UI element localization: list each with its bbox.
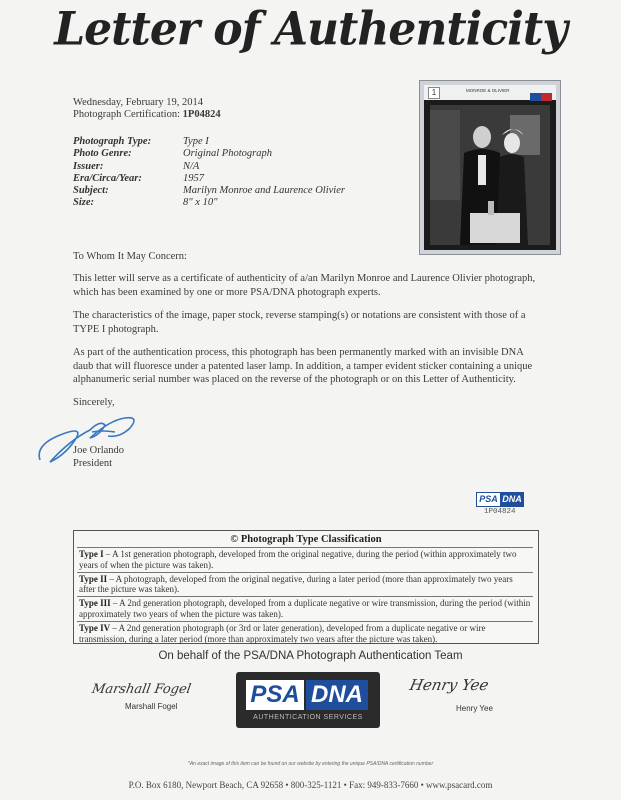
- letter-title: Letter of Authenticity: [54, 2, 567, 57]
- slab-label: [424, 85, 556, 100]
- psa-dna-logo: [236, 672, 380, 728]
- classification-list: [77, 547, 533, 645]
- detail-value: 8" x 10": [183, 197, 218, 209]
- logo-dna: DNA: [306, 680, 368, 710]
- classification-item: [77, 596, 533, 621]
- paragraph-3: As part of the authentication process, this photograph has been permanently marked with an invisible DNA daub that will fluoresce under a patented laser lamp. In addition, a tamper evident sticker containing a unique alphanumeric serial number was placed on the reverse of the photograph or on this Letter of Authenticity.: [73, 347, 533, 385]
- paragraph-1: This letter will serve as a certificate of authenticity of a/an Marilyn Monroe and Laurence Olivier photograph, which has been examined by one or more PSA/DNA photograph experts.: [73, 273, 536, 298]
- detail-value: N/A: [183, 160, 200, 172]
- classification-item: [77, 547, 533, 572]
- detail-row: [73, 173, 345, 185]
- detail-label: Issuer:: [73, 160, 104, 172]
- logo-subtitle: AUTHENTICATION SERVICES: [253, 714, 363, 721]
- slabbed-photograph: [420, 81, 560, 254]
- salutation: To Whom It May Concern:: [73, 251, 187, 262]
- psa-dna-sticker: [476, 492, 522, 506]
- detail-label: Subject:: [73, 185, 109, 197]
- type-text: – A 2nd generation photograph (or 3rd or later generation), developed from a duplicate negative or wire transmission, during a later period (more than approximately two years after the picture was taken).: [79, 622, 486, 644]
- closing: Sincerely,: [73, 397, 115, 408]
- detail-label: Size:: [73, 197, 94, 209]
- classification-title: © Photograph Type Classification: [230, 534, 382, 545]
- marshall-fogel-name: Marshall Fogel: [125, 702, 178, 711]
- logo-psa: PSA: [246, 680, 304, 710]
- grade-badge: 1: [428, 87, 440, 99]
- detail-value: 1957: [183, 172, 204, 184]
- photo-image: [430, 105, 550, 245]
- henry-yee-signature: Henry Yee: [408, 676, 491, 694]
- signer-name: Joe Orlando: [73, 445, 125, 456]
- type-text: – A 2nd generation photograph, developed from a duplicate negative or wire transmission, during the period (within approximately two years of when the picture was taken).: [79, 598, 531, 619]
- cert-number: 1P04824: [182, 109, 221, 120]
- detail-row: [73, 136, 345, 148]
- type-name: Type IV: [79, 622, 111, 633]
- cert-label: Photograph Certification:: [73, 109, 181, 120]
- footer-address: P.O. Box 6180, Newport Beach, CA 92658 • 800-325-1121 • Fax: 949-833-7660 • www.psacard.com: [128, 780, 493, 790]
- type-name: Type III: [79, 598, 111, 609]
- sticker-psa: PSA: [476, 492, 501, 507]
- henry-yee-name: Henry Yee: [456, 704, 493, 713]
- detail-row: [73, 197, 345, 209]
- type-classification-box: [73, 530, 539, 644]
- detail-value: Type I: [183, 136, 209, 147]
- detail-label: Photo Genre:: [73, 148, 132, 160]
- sticker-dna: DNA: [500, 492, 524, 507]
- letter-date: Wednesday, February 19, 2014: [73, 97, 203, 108]
- classification-item: [77, 572, 533, 597]
- classification-item: [77, 621, 533, 646]
- slab-label-text: MONROE & OLIVIER: [466, 88, 510, 93]
- marshall-fogel-signature: Marshall Fogel: [90, 682, 193, 697]
- detail-value: Marilyn Monroe and Laurence Olivier: [183, 185, 345, 197]
- detail-label: Photograph Type:: [73, 136, 152, 147]
- certification-line: [73, 109, 221, 121]
- detail-row: [73, 161, 345, 173]
- on-behalf-heading: On behalf of the PSA/DNA Photograph Authentication Team: [158, 650, 463, 662]
- type-text: – A photograph, developed from the original negative, during a later period (more than approximately two years after the picture was taken).: [79, 573, 513, 595]
- photo-details: [73, 136, 345, 210]
- type-name: Type II: [79, 573, 108, 584]
- slab-psa-logo-icon: [530, 88, 552, 96]
- signer-title: President: [73, 458, 113, 469]
- detail-row: [73, 185, 345, 197]
- footnote: *An exact image of this item can be found on our website by entering the unique PSA/DNA certification number: [187, 761, 434, 767]
- detail-label: Era/Circa/Year:: [73, 172, 142, 184]
- detail-row: [73, 148, 345, 160]
- paragraph-2: The characteristics of the image, paper stock, reverse stamping(s) or notations are consistent with those of a TYPE I photograph.: [73, 310, 526, 335]
- type-name: Type I: [79, 549, 104, 559]
- sticker-serial: 1P04824: [484, 508, 516, 516]
- detail-value: Original Photograph: [183, 148, 272, 160]
- type-text: – A 1st generation photograph, developed from the original negative, during the period (within approximately two years of when the picture was taken).: [79, 549, 517, 570]
